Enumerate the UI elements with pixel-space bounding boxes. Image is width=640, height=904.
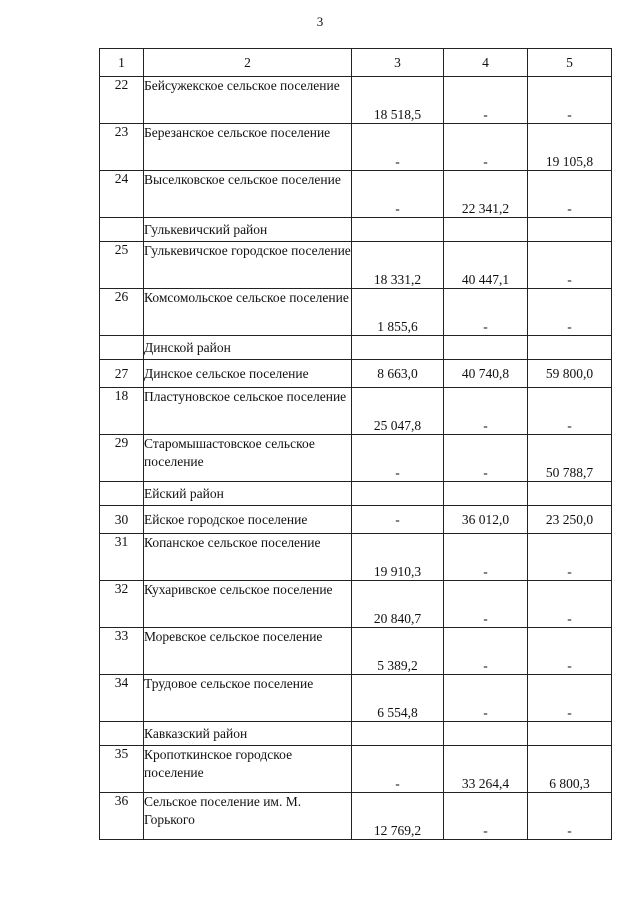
table-row: [100, 171, 612, 218]
table-row: [100, 628, 612, 675]
value-cell: [352, 218, 444, 242]
value-col-3: 19 910,3: [352, 534, 444, 581]
value-col-3: 8 663,0: [352, 360, 444, 388]
district-name: Динской район: [144, 336, 352, 360]
value-col-4: -: [444, 77, 528, 124]
row-number: 33: [100, 628, 144, 675]
settlement-name: Гулькевичское городское поселение: [144, 242, 352, 289]
settlement-name: Ейское городское поселение: [144, 506, 352, 534]
value-col-4: -: [444, 581, 528, 628]
header-col-5: 5: [528, 49, 612, 77]
value-col-4: -: [444, 124, 528, 171]
value-col-4: 40 447,1: [444, 242, 528, 289]
value-cell: [528, 336, 612, 360]
value-col-5: -: [528, 581, 612, 628]
district-name: Ейский район: [144, 482, 352, 506]
table-body: [100, 49, 612, 840]
table-row: [100, 388, 612, 435]
row-number-cell: [100, 218, 144, 242]
value-col-5: -: [528, 628, 612, 675]
row-number-cell: [100, 722, 144, 746]
value-col-3: -: [352, 435, 444, 482]
value-col-3: 5 389,2: [352, 628, 444, 675]
settlement-name: Динское сельское поселение: [144, 360, 352, 388]
settlement-name: Комсомольское сельское поселение: [144, 289, 352, 336]
settlement-name: Моревское сельское поселение: [144, 628, 352, 675]
settlement-name: Бейсужекское сельское поселение: [144, 77, 352, 124]
value-col-5: 23 250,0: [528, 506, 612, 534]
value-col-5: 50 788,7: [528, 435, 612, 482]
value-col-3: 18 331,2: [352, 242, 444, 289]
value-col-4: -: [444, 388, 528, 435]
header-col-4: 4: [444, 49, 528, 77]
value-col-5: -: [528, 242, 612, 289]
row-number: 24: [100, 171, 144, 218]
table-row: [100, 534, 612, 581]
table-row: [100, 435, 612, 482]
value-col-3: -: [352, 746, 444, 793]
value-col-4: -: [444, 628, 528, 675]
value-col-4: -: [444, 289, 528, 336]
row-number-cell: [100, 482, 144, 506]
settlement-name: Кропоткинское городское поселение: [144, 746, 352, 793]
value-col-3: 18 518,5: [352, 77, 444, 124]
table-row: [100, 360, 612, 388]
district-row: [100, 482, 612, 506]
value-col-3: 20 840,7: [352, 581, 444, 628]
table-row: [100, 77, 612, 124]
value-col-5: -: [528, 793, 612, 840]
value-col-4: 33 264,4: [444, 746, 528, 793]
value-cell: [444, 336, 528, 360]
table-row: [100, 289, 612, 336]
value-col-3: 25 047,8: [352, 388, 444, 435]
district-row: [100, 722, 612, 746]
row-number: 36: [100, 793, 144, 840]
settlement-name: Трудовое сельское поселение: [144, 675, 352, 722]
row-number: 35: [100, 746, 144, 793]
row-number: 27: [100, 360, 144, 388]
page-number: 3: [316, 14, 324, 29]
row-number: 22: [100, 77, 144, 124]
district-name: Гулькевичский район: [144, 218, 352, 242]
value-cell: [352, 722, 444, 746]
value-cell: [528, 482, 612, 506]
header-col-3: 3: [352, 49, 444, 77]
settlement-name: Березанское сельское поселение: [144, 124, 352, 171]
value-cell: [444, 722, 528, 746]
settlement-name: Пластуновское сельское поселение: [144, 388, 352, 435]
value-cell: [444, 218, 528, 242]
value-col-5: -: [528, 77, 612, 124]
value-col-5: -: [528, 289, 612, 336]
row-number: 30: [100, 506, 144, 534]
settlement-name: Выселковское сельское поселение: [144, 171, 352, 218]
value-col-5: -: [528, 388, 612, 435]
row-number: 31: [100, 534, 144, 581]
table-row: [100, 124, 612, 171]
value-col-4: -: [444, 793, 528, 840]
table-row: [100, 746, 612, 793]
row-number: 25: [100, 242, 144, 289]
value-cell: [528, 218, 612, 242]
district-name: Кавказский район: [144, 722, 352, 746]
value-col-4: -: [444, 534, 528, 581]
row-number: 32: [100, 581, 144, 628]
table-row: [100, 581, 612, 628]
row-number: 23: [100, 124, 144, 171]
value-cell: [528, 722, 612, 746]
value-col-5: 19 105,8: [528, 124, 612, 171]
value-col-4: -: [444, 435, 528, 482]
budget-table: [99, 48, 612, 840]
row-number: 18: [100, 388, 144, 435]
value-col-4: 36 012,0: [444, 506, 528, 534]
value-col-3: -: [352, 171, 444, 218]
row-number: 26: [100, 289, 144, 336]
district-row: [100, 218, 612, 242]
value-cell: [352, 482, 444, 506]
settlement-name: Копанское сельское поселение: [144, 534, 352, 581]
district-row: [100, 336, 612, 360]
header-col-1: 1: [100, 49, 144, 77]
value-col-4: -: [444, 675, 528, 722]
value-col-5: -: [528, 171, 612, 218]
table-header-row: [100, 49, 612, 77]
table-row: [100, 506, 612, 534]
row-number: 29: [100, 435, 144, 482]
value-col-4: 22 341,2: [444, 171, 528, 218]
row-number: 34: [100, 675, 144, 722]
value-col-4: 40 740,8: [444, 360, 528, 388]
value-cell: [352, 336, 444, 360]
value-col-5: -: [528, 675, 612, 722]
value-col-5: 59 800,0: [528, 360, 612, 388]
value-col-3: 12 769,2: [352, 793, 444, 840]
value-col-5: 6 800,3: [528, 746, 612, 793]
value-col-5: -: [528, 534, 612, 581]
value-col-3: -: [352, 506, 444, 534]
table-row: [100, 793, 612, 840]
table-row: [100, 242, 612, 289]
settlement-name: Старомышастовское сельское поселение: [144, 435, 352, 482]
header-col-2: 2: [144, 49, 352, 77]
value-col-3: 1 855,6: [352, 289, 444, 336]
table-row: [100, 675, 612, 722]
row-number-cell: [100, 336, 144, 360]
value-cell: [444, 482, 528, 506]
settlement-name: Кухаривское сельское поселение: [144, 581, 352, 628]
value-col-3: -: [352, 124, 444, 171]
value-col-3: 6 554,8: [352, 675, 444, 722]
settlement-name: Сельское поселение им. М. Горького: [144, 793, 352, 840]
